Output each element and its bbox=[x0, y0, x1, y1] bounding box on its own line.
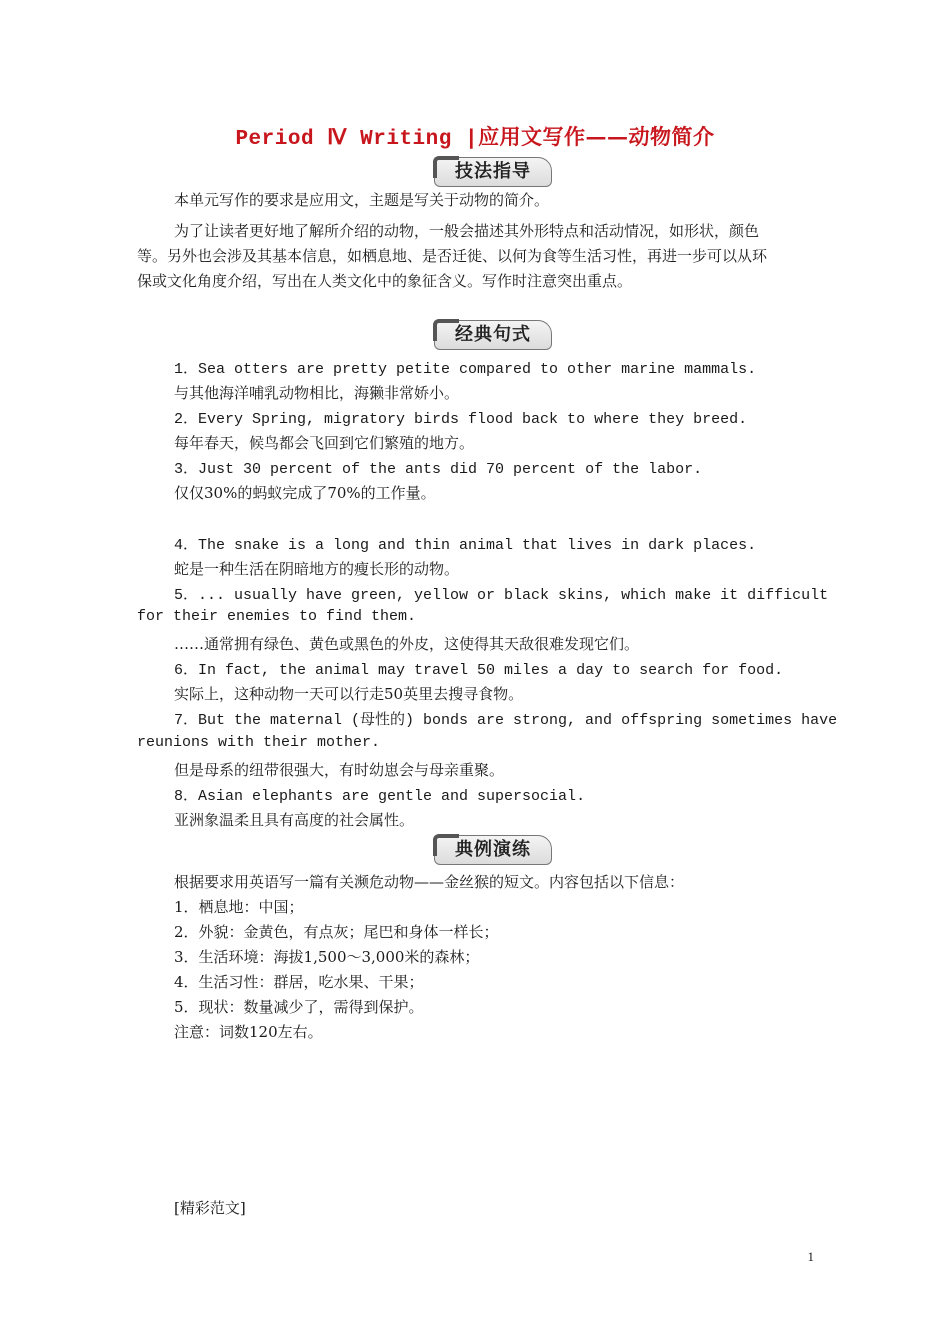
sentence-7-en-line-1: 7．But the maternal (母性的) bonds are strong, and offspring sometimes have bbox=[174, 712, 838, 729]
practice-item-2: 2．外貌：金黄色，有点灰；尾巴和身体一样长； bbox=[174, 923, 499, 941]
sentence-3-en: 3．Just 30 percent of the ants did 70 percent of the labor. bbox=[174, 461, 703, 478]
section-tag-sentences: 经典句式 bbox=[434, 320, 552, 350]
practice-item-3: 3．生活环境：海拔1,500～3,000米的森林； bbox=[174, 948, 480, 966]
sentence-5-cn: ……通常拥有绿色、黄色或黑色的外皮，这使得其天敌很难发现它们。 bbox=[174, 635, 640, 653]
sentence-1-en: 1．Sea otters are pretty petite compared to other marine mammals. bbox=[174, 361, 757, 378]
model-essay-label: [精彩范文] bbox=[174, 1199, 246, 1217]
guide-paragraph-1: 本单元写作的要求是应用文，主题是写关于动物的简介。 bbox=[174, 191, 550, 209]
sentence-2-cn: 每年春天，候鸟都会飞回到它们繁殖的地方。 bbox=[174, 434, 475, 452]
sentence-5-en-line-1: 5．... usually have green, yellow or black skins, which make it difficult bbox=[174, 587, 829, 604]
section-tag-guide: 技法指导 bbox=[434, 157, 552, 187]
guide-paragraph-2-line-1: 为了让读者更好地了解所介绍的动物，一般会描述其外形特点和活动情况，如形状，颜色 bbox=[174, 222, 760, 240]
page-title bbox=[0, 121, 950, 151]
sentence-5-en-line-2: for their enemies to find them. bbox=[137, 608, 417, 625]
practice-item-1: 1．栖息地：中国； bbox=[174, 898, 304, 916]
practice-intro: 根据要求用英语写一篇有关濒危动物——金丝猴的短文。内容包括以下信息： bbox=[174, 873, 685, 891]
sentence-8-cn: 亚洲象温柔且具有高度的社会属性。 bbox=[174, 811, 415, 829]
sentence-3-cn: 仅仅30%的蚂蚁完成了70%的工作量。 bbox=[174, 484, 436, 502]
sentence-7-cn: 但是母系的纽带很强大，有时幼崽会与母亲重聚。 bbox=[174, 761, 505, 779]
title-chinese: 应用文写作——动物简介 bbox=[478, 124, 715, 149]
sentence-1-cn: 与其他海洋哺乳动物相比，海獭非常娇小。 bbox=[174, 384, 460, 402]
guide-paragraph-2-line-2: 等。另外也会涉及其基本信息，如栖息地、是否迁徙、以何为食等生活习性，再进一步可以从环 bbox=[137, 247, 768, 265]
page-number: 1 bbox=[807, 1249, 814, 1264]
sentence-4-en: 4．The snake is a long and thin animal that lives in dark places. bbox=[174, 537, 757, 554]
sentence-2-en: 2．Every Spring, migratory birds flood back to where they breed. bbox=[174, 411, 748, 428]
sentence-6-en: 6．In fact, the animal may travel 50 miles a day to search for food. bbox=[174, 662, 784, 679]
practice-item-4: 4．生活习性：群居，吃水果、干果； bbox=[174, 973, 424, 991]
sentence-4-cn: 蛇是一种生活在阴暗地方的瘦长形的动物。 bbox=[174, 560, 460, 578]
title-english: Period Ⅳ Writing | bbox=[235, 128, 479, 151]
sentence-7-en-line-2: reunions with their mother. bbox=[137, 734, 381, 751]
practice-note: 注意：词数120左右。 bbox=[174, 1023, 323, 1041]
sentence-8-en: 8．Asian elephants are gentle and supersocial. bbox=[174, 788, 586, 805]
sentence-6-cn: 实际上，这种动物一天可以行走50英里去搜寻食物。 bbox=[174, 685, 524, 703]
practice-item-5: 5．现状：数量减少了，需得到保护。 bbox=[174, 998, 424, 1016]
guide-paragraph-2-line-3: 保或文化角度介绍，写出在人类文化中的象征含义。写作时注意突出重点。 bbox=[137, 272, 633, 290]
section-tag-practice: 典例演练 bbox=[434, 835, 552, 865]
